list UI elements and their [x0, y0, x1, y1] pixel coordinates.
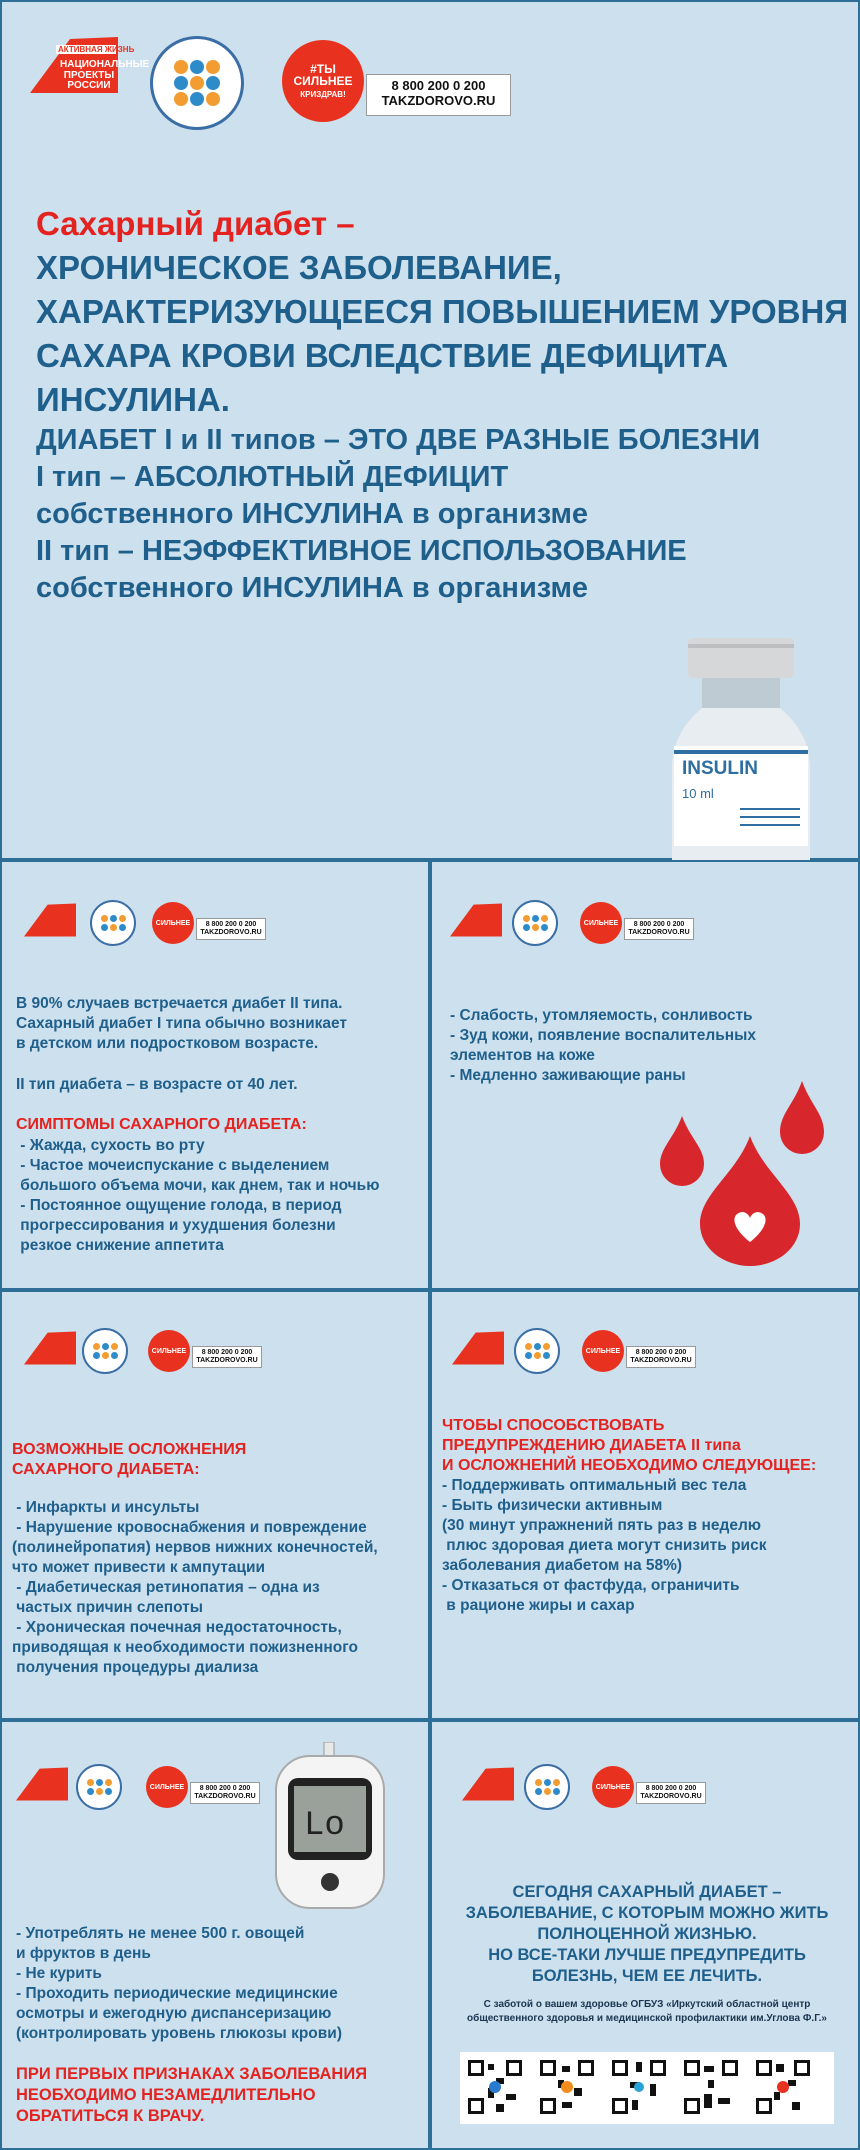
hero-section [0, 0, 860, 860]
medical-center-logo [76, 1764, 122, 1810]
qr-code-vk[interactable] [466, 2058, 524, 2116]
hotline-box: 8 800 200 0 200 TAKZDOROVO.RU [626, 1346, 696, 1368]
complications-list: - Инфаркты и инсульты - Нарушение кровоснабжения и повреждение (полинейропатия) нервов нижних конечностей, что может привести к ампутации - Диабетическая ретинопатия – одна из частых причин слепоты - Хроническая почечная недостаточность, приводящая к необходимости пожизненного получения процедуры диализа [12, 1499, 378, 1676]
ty-silnee-badge: СИЛЬНЕЕ [582, 1330, 624, 1372]
qr-code-ok[interactable] [538, 2058, 596, 2116]
age-text: II тип диабета – в возрасте от 40 лет. [16, 1076, 298, 1093]
national-projects-logo [450, 902, 502, 938]
national-projects-logo [452, 1330, 504, 1366]
diabetes-types: ДИАБЕТ I и II типов – ЭТО ДВЕ РАЗНЫЕ БОЛЕЗНИ I тип – АБСОЛЮТНЫЙ ДЕФИЦИТ собственного ИНСУЛИНА в организме II тип – НЕЭФФЕКТИВНОЕ ИСПОЛЬЗОВАНИЕ собственного ИНСУЛИНА в организме [36, 424, 761, 604]
panel-complications [0, 1290, 430, 1720]
logo-caption: АКТИВНАЯ ЖИЗНЬ [58, 45, 135, 54]
vial-volume: 10 ml [682, 786, 714, 801]
title-highlight: Сахарный диабет – [36, 205, 355, 242]
ty-silnee-badge: СИЛЬНЕЕ [592, 1766, 634, 1808]
medical-center-logo [82, 1328, 128, 1374]
prevention-heading: ЧТОБЫ СПОСОБСТВОВАТЬ ПРЕДУПРЕЖДЕНИЮ ДИАБЕТА II типа И ОСЛОЖНЕНИЙ НЕОБХОДИМО СЛЕДУЮЩЕЕ: [442, 1417, 817, 1474]
ty-silnee-badge: СИЛЬНЕЕ [148, 1330, 190, 1372]
conclusion-text: СЕГОДНЯ САХАРНЫЙ ДИАБЕТ – ЗАБОЛЕВАНИЕ, С КОТОРЫМ МОЖНО ЖИТЬ ПОЛНОЦЕННОЙ ЖИЗНЬЮ. НО ВСЕ-ТАКИ ЛУЧШЕ ПРЕДУПРЕДИТЬ БОЛЕЗНЬ, ЧЕМ ЕЕ ЛЕЧИТЬ. [465, 1883, 829, 1985]
vial-label: INSULIN [682, 758, 758, 779]
lifestyle-list: - Употреблять не менее 500 г. овощей и фруктов в день - Не курить - Проходить периодические медицинские осмотры и ежегодную диспансеризацию (контролировать уровень глюкозы крови) [16, 1925, 342, 2042]
medical-center-logo [90, 900, 136, 946]
hotline-box: 8 800 200 0 200 TAKZDOROVO.RU [624, 918, 694, 940]
panel-prevention [430, 1290, 860, 1720]
national-projects-logo [462, 1766, 514, 1802]
prevention-list: - Поддерживать оптимальный вес тела - Быть физически активным (30 минут упражнений пять раз в неделю плюс здоровая диета могут снизить риск заболевания диабетом на 58%) - Отказаться от фастфуда, ограничить в рационе жиры и сахар [442, 1477, 767, 1614]
ty-silnee-badge: СИЛЬНЕЕ [152, 902, 194, 944]
hero-headline: Сахарный диабет – ХРОНИЧЕСКОЕ ЗАБОЛЕВАНИЕ, ХАРАКТЕРИЗУЮЩЕЕСЯ ПОВЫШЕНИЕМ УРОВНЯ САХАРА КРОВИ ВСЛЕДСТВИЕ ДЕФИЦИТА ИНСУЛИНА. [36, 202, 848, 422]
symptoms-list: - Жажда, сухость во рту - Частое мочеиспускание с выделением большого объема мочи, как днем, так и ночью - Постоянное ощущение голода, в период прогрессирования и ухудшения болезни резкое снижение аппетита [16, 1137, 380, 1254]
meter-display: Lo [304, 1807, 345, 1845]
medical-center-logo [150, 36, 244, 130]
qr-code-youtube[interactable] [754, 2058, 812, 2116]
panel-more-symptoms [430, 860, 860, 1290]
hotline-box: 8 800 200 0 200 TAKZDOROVO.RU [190, 1782, 260, 1804]
national-projects-logo [24, 902, 76, 938]
hotline-box: 8 800 200 0 200 TAKZDOROVO.RU [196, 918, 266, 940]
organization-credit: С заботой о вашем здоровье ОГБУЗ «Иркутский областной центр общественного здоровья и медицинской профилактики им.Углова Ф.Г.» [467, 1999, 827, 2024]
medical-center-logo [512, 900, 558, 946]
national-projects-logo [16, 1766, 68, 1802]
symptoms-heading: СИМПТОМЫ САХАРНОГО ДИАБЕТА: [16, 1116, 307, 1133]
panel-lifestyle [0, 1720, 430, 2150]
hotline-box: 8 800 200 0 200 TAKZDOROVO.RU [636, 1782, 706, 1804]
national-projects-logo [24, 1330, 76, 1366]
insulin-vial-image [670, 638, 812, 860]
complications-heading: ВОЗМОЖНЫЕ ОСЛОЖНЕНИЯ САХАРНОГО ДИАБЕТА: [12, 1441, 247, 1478]
medical-center-logo [524, 1764, 570, 1810]
glucometer-image [274, 1742, 386, 1910]
symptoms-list-2: - Слабость, утомляемость, сонливость - Зуд кожи, появление воспалительных элементов на коже - Медленно заживающие раны [450, 1007, 756, 1084]
panel-conclusion [430, 1720, 860, 2150]
ty-silnee-badge: СИЛЬНЕЕ [146, 1766, 188, 1808]
hotline-box: 8 800 200 0 200 TAKZDOROVO.RU [192, 1346, 262, 1368]
qr-code-site[interactable] [682, 2058, 740, 2116]
prevalence-text: В 90% случаев встречается диабет II типа. Сахарный диабет I типа обычно возникает в детском или подростковом возрасте. [16, 995, 348, 1052]
hotline-box: 8 800 200 0 200 TAKZDOROVO.RU [366, 74, 511, 116]
logo-text: НАЦИОНАЛЬНЫЕ ПРОЕКТЫ РОССИИ [60, 59, 150, 91]
ty-silnee-badge: #ТЫ СИЛЬНЕЕ КРИЗДРАВ! [282, 40, 364, 122]
blood-drops-image [652, 1076, 832, 1266]
ty-silnee-badge: СИЛЬНЕЕ [580, 902, 622, 944]
warning-text: ПРИ ПЕРВЫХ ПРИЗНАКАХ ЗАБОЛЕВАНИЯ НЕОБХОДИМО НЕЗАМЕДЛИТЕЛЬНО ОБРАТИТЬСЯ К ВРАЧУ. [16, 2065, 368, 2125]
medical-center-logo [514, 1328, 560, 1374]
panel-symptoms [0, 860, 430, 1290]
qr-code-telegram[interactable] [610, 2058, 668, 2116]
